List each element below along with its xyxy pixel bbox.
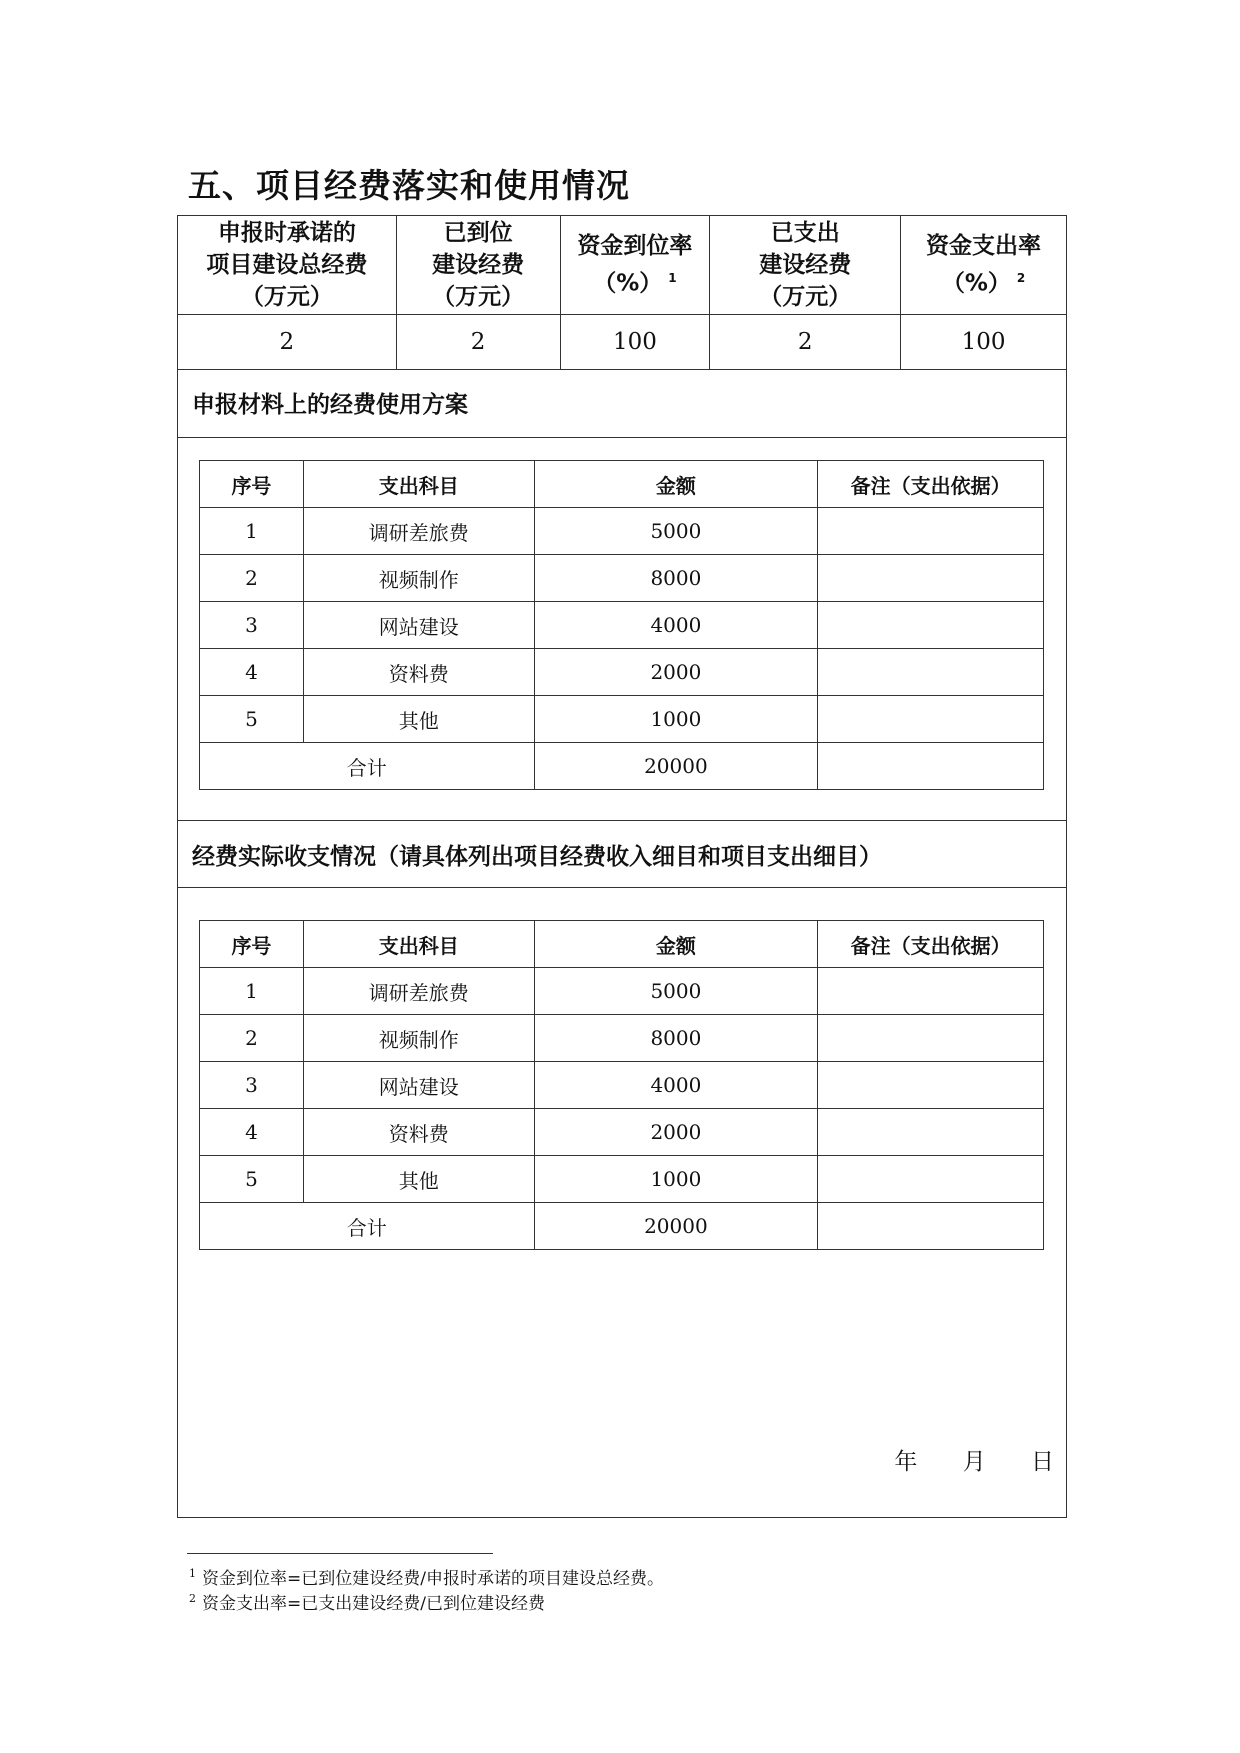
cell-note xyxy=(818,696,1044,743)
cell-note xyxy=(818,602,1044,649)
total-amount: 20000 xyxy=(534,1203,818,1250)
header-text: 建设经费 xyxy=(432,252,525,278)
cell-amount: 8000 xyxy=(534,1015,818,1062)
table-row xyxy=(200,696,1044,743)
col-number: 序号 xyxy=(200,921,304,968)
header-text: 资金到位率 xyxy=(577,233,693,260)
table-row xyxy=(200,555,1044,602)
footnote-mark: 2 xyxy=(189,1592,196,1606)
cell-amount: 5000 xyxy=(534,968,818,1015)
value-spent-funds: 2 xyxy=(710,315,901,370)
col-note: 备注（支出依据） xyxy=(818,461,1044,508)
cell-number: 2 xyxy=(200,1015,304,1062)
cell-number: 2 xyxy=(200,555,304,602)
plan-expense-table xyxy=(199,460,1044,790)
table-row xyxy=(200,1015,1044,1062)
total-row xyxy=(200,1203,1044,1250)
header-text xyxy=(901,262,1066,300)
cell-note xyxy=(818,555,1044,602)
footnote-text: 资金到位率=已到位建设经费/申报时承诺的项目建设总经费。 xyxy=(202,1569,664,1589)
summary-header-row xyxy=(178,216,1067,315)
table-row xyxy=(200,602,1044,649)
header-received-funds xyxy=(396,216,560,315)
table-row xyxy=(200,1062,1044,1109)
table-header-row xyxy=(200,921,1044,968)
cell-number: 5 xyxy=(200,1156,304,1203)
cell-note xyxy=(818,968,1044,1015)
cell-number: 4 xyxy=(200,649,304,696)
cell-note xyxy=(818,508,1044,555)
value-received-funds: 2 xyxy=(396,315,560,370)
table-header-row xyxy=(200,461,1044,508)
col-item: 支出科目 xyxy=(303,461,534,508)
header-arrival-rate xyxy=(560,216,710,315)
actual-expense-table xyxy=(199,920,1044,1250)
header-text: 建设经费 xyxy=(759,252,852,278)
col-amount: 金额 xyxy=(534,921,818,968)
total-row xyxy=(200,743,1044,790)
cell-number: 1 xyxy=(200,508,304,555)
cell-item: 其他 xyxy=(303,1156,534,1203)
cell-note xyxy=(818,649,1044,696)
col-note: 备注（支出依据） xyxy=(818,921,1044,968)
cell-number: 3 xyxy=(200,1062,304,1109)
header-text: （万元） xyxy=(240,284,333,310)
cell-item: 视频制作 xyxy=(303,1015,534,1062)
cell-note xyxy=(818,1062,1044,1109)
cell-item: 资料费 xyxy=(303,649,534,696)
date-year: 年 xyxy=(894,1449,918,1475)
footnote-text: 资金支出率=已支出建设经费/已到位建设经费 xyxy=(202,1594,545,1614)
cell-number: 4 xyxy=(200,1109,304,1156)
cell-note xyxy=(818,1109,1044,1156)
cell-number: 1 xyxy=(200,968,304,1015)
funding-detail-frame xyxy=(177,368,1067,1518)
header-unit: （%） xyxy=(941,270,1011,297)
total-label: 合计 xyxy=(200,1203,535,1250)
cell-amount: 2000 xyxy=(534,1109,818,1156)
table-row xyxy=(200,1109,1044,1156)
date-month: 月 xyxy=(962,1449,986,1475)
cell-note xyxy=(818,1015,1044,1062)
cell-amount: 4000 xyxy=(534,1062,818,1109)
summary-value-row xyxy=(178,315,1067,370)
actual-heading: 经费实际收支情况（请具体列出项目经费收入细目和项目支出细目） xyxy=(178,820,1066,888)
cell-amount: 2000 xyxy=(534,649,818,696)
cell-item: 网站建设 xyxy=(303,1062,534,1109)
table-row xyxy=(200,968,1044,1015)
header-committed-total xyxy=(178,216,397,315)
value-arrival-rate: 100 xyxy=(560,315,710,370)
footnote-ref: 1 xyxy=(668,271,677,286)
total-amount: 20000 xyxy=(534,743,818,790)
footnote-mark: 1 xyxy=(189,1567,196,1581)
cell-item: 视频制作 xyxy=(303,555,534,602)
total-note xyxy=(818,1203,1044,1250)
header-spend-rate xyxy=(901,216,1067,315)
value-committed-total: 2 xyxy=(178,315,397,370)
header-text: 项目建设总经费 xyxy=(206,252,368,278)
col-amount: 金额 xyxy=(534,461,818,508)
header-text xyxy=(561,262,710,300)
cell-amount: 1000 xyxy=(534,1156,818,1203)
cell-number: 3 xyxy=(200,602,304,649)
header-text: （万元） xyxy=(759,284,852,310)
cell-item: 其他 xyxy=(303,696,534,743)
cell-item: 资料费 xyxy=(303,1109,534,1156)
total-note xyxy=(818,743,1044,790)
header-text: 资金支出率 xyxy=(926,233,1042,260)
date-signature-line xyxy=(856,1443,1054,1476)
table-row xyxy=(200,1156,1044,1203)
header-text: （万元） xyxy=(432,284,525,310)
header-text: 已支出 xyxy=(770,220,840,246)
cell-amount: 1000 xyxy=(534,696,818,743)
table-row xyxy=(200,508,1044,555)
cell-item: 网站建设 xyxy=(303,602,534,649)
cell-item: 调研差旅费 xyxy=(303,508,534,555)
table-row xyxy=(200,649,1044,696)
cell-amount: 8000 xyxy=(534,555,818,602)
header-unit: （%） xyxy=(593,270,663,297)
col-number: 序号 xyxy=(200,461,304,508)
cell-item: 调研差旅费 xyxy=(303,968,534,1015)
funding-summary-table xyxy=(177,215,1067,370)
cell-amount: 4000 xyxy=(534,602,818,649)
col-item: 支出科目 xyxy=(303,921,534,968)
footnote-ref: 2 xyxy=(1016,271,1026,286)
footnote-divider xyxy=(187,1553,493,1554)
footnote-2 xyxy=(189,1589,545,1614)
total-label: 合计 xyxy=(200,743,535,790)
page-title: 五、项目经费落实和使用情况 xyxy=(188,166,630,205)
header-text: 已到位 xyxy=(443,220,513,246)
cell-note xyxy=(818,1156,1044,1203)
footnote-1 xyxy=(189,1564,664,1589)
value-spend-rate: 100 xyxy=(901,315,1067,370)
header-text: 申报时承诺的 xyxy=(217,220,356,246)
date-day: 日 xyxy=(1031,1449,1054,1475)
plan-heading: 申报材料上的经费使用方案 xyxy=(178,368,1066,438)
header-spent-funds xyxy=(710,216,901,315)
cell-amount: 5000 xyxy=(534,508,818,555)
cell-number: 5 xyxy=(200,696,304,743)
